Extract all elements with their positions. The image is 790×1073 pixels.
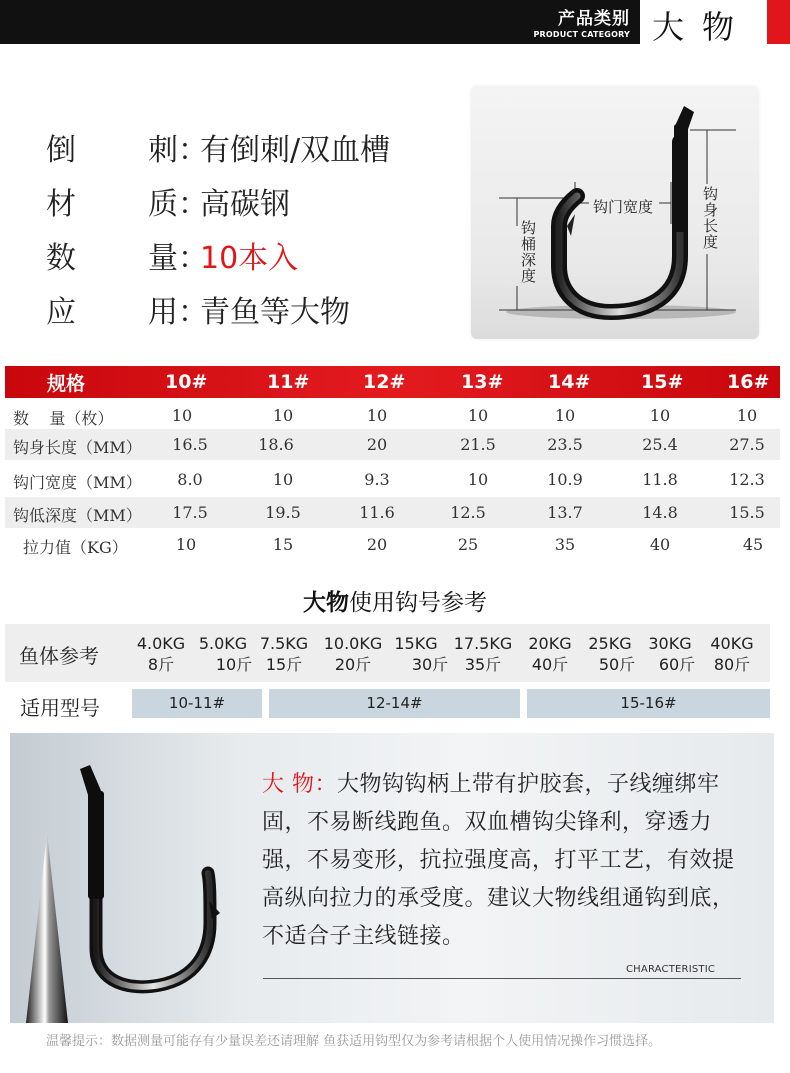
spec-row-label: 数 量（枚） — [13, 409, 114, 428]
fish-weight-cell: 20KG 40斤 — [528, 634, 572, 674]
spec-row-gap-width — [5, 464, 780, 495]
spec-row-quantity — [5, 400, 780, 431]
characteristic-panel — [10, 733, 774, 1023]
spec-table-header — [5, 366, 780, 398]
spec-cell: 11.8 — [642, 470, 678, 489]
fish-weight-cell: 10.0KG 20斤 — [323, 634, 383, 674]
property-value: 有倒刺/双血槽 — [200, 133, 391, 168]
spec-row-tensile — [5, 529, 780, 560]
characteristic-divider — [263, 978, 741, 979]
property-key: 材 质 — [46, 187, 178, 222]
spec-cell: 10 — [171, 406, 193, 425]
spec-cell: 19.5 — [265, 503, 301, 522]
spec-row-shank-length — [5, 429, 780, 460]
property-usage: 应 用 ： 青鱼等大物 — [46, 282, 390, 336]
spec-cell: 14.8 — [642, 503, 678, 522]
spec-cell: 15.5 — [729, 503, 765, 522]
gap-width-label: 钩门宽度 — [593, 198, 654, 216]
spec-cell: 10 — [554, 406, 576, 425]
shank-length-label: 钩身长度 — [701, 186, 719, 250]
fish-weight-cell: 17.5KG 35斤 — [453, 634, 513, 674]
category-cn: 产品类别 — [558, 9, 630, 29]
spec-cell: 17.5 — [172, 503, 208, 522]
fish-weight-cell: 40KG 80斤 — [710, 634, 754, 674]
property-barb: 倒 刺 ： 有倒刺/双血槽 — [46, 120, 390, 174]
spec-row-label: 钩身长度（MM） — [13, 438, 142, 457]
fish-weight-cell: 7.5KG 15斤 — [259, 634, 309, 674]
footer-note: 温馨提示：数据测量可能存有少量误差还请理解 鱼获适用钩型仅为参考请根据个人使用情况操作习惯选择。 — [46, 1034, 662, 1049]
spec-cell: 25 — [457, 535, 479, 554]
property-key: 应 用 — [46, 295, 178, 330]
property-value: 10本入 — [200, 241, 299, 276]
spec-cell: 45 — [742, 535, 764, 554]
usage-title — [0, 584, 790, 617]
category-label — [533, 4, 630, 39]
spec-cell: 10 — [175, 535, 197, 554]
product-properties — [46, 120, 390, 336]
page-title: 大物 — [652, 8, 753, 46]
spec-cell: 12.5 — [450, 503, 486, 522]
spec-header-label: 规格 — [47, 372, 86, 395]
bend-depth-label: 钩桶深度 — [519, 220, 537, 284]
size-header: 13# — [461, 371, 504, 393]
fit-model-label: 适用型号 — [20, 696, 100, 720]
spec-cell: 11.6 — [359, 503, 395, 522]
fish-weight-cell: 30KG 60斤 — [648, 634, 696, 674]
hook-product-image — [10, 733, 260, 1023]
fish-weight-cell: 4.0KG 8斤 — [136, 634, 186, 674]
size-header: 12# — [363, 371, 406, 393]
header-accent-bar — [767, 0, 790, 44]
spec-cell: 20 — [366, 435, 388, 454]
fish-weight-cell: 5.0KG 10斤 — [198, 634, 253, 674]
spec-cell: 10 — [467, 406, 489, 425]
fish-weight-cell: 15KG 30斤 — [394, 634, 449, 674]
spec-cell: 18.6 — [258, 435, 294, 454]
characteristic-en-label: CHARACTERISTIC — [626, 964, 716, 975]
spec-cell: 40 — [649, 535, 671, 554]
category-en: PRODUCT CATEGORY — [533, 30, 630, 39]
fish-weight-row — [5, 624, 770, 682]
size-header: 10# — [165, 371, 208, 393]
fish-reference-label: 鱼体参考 — [19, 644, 99, 668]
spec-cell: 10 — [366, 406, 388, 425]
size-header: 11# — [267, 371, 310, 393]
usage-title-bold: 大物 — [303, 590, 349, 616]
hook-dimension-diagram — [471, 86, 759, 339]
spec-row-label: 钩低深度（MM） — [13, 506, 142, 525]
spec-cell: 10 — [272, 470, 294, 489]
usage-title-rest: 使用钩号参考 — [349, 590, 487, 616]
spec-cell: 10.9 — [547, 470, 583, 489]
spec-row-bend-depth — [5, 497, 780, 528]
spec-cell: 35 — [554, 535, 576, 554]
characteristic-label: 大 物： — [262, 772, 337, 797]
property-key: 数 量 — [46, 241, 178, 276]
characteristic-description: 大物钩钩柄上带有护胶套，子线缠绑牢固，不易断线跑鱼。双血槽钩尖锋利，穿透力强，不易变形，抗拉强度高，打平工艺，有效提高纵向拉力的承受度。建议大物线组通钩到底，不适合子主线链接。 — [262, 772, 735, 949]
spec-cell: 20 — [366, 535, 388, 554]
spec-cell: 23.5 — [547, 435, 583, 454]
spec-cell: 10 — [467, 470, 489, 489]
spec-cell: 27.5 — [729, 435, 765, 454]
spec-cell: 16.5 — [172, 435, 208, 454]
spec-cell: 8.0 — [177, 470, 203, 489]
spec-cell: 9.3 — [364, 470, 390, 489]
property-value: 高碳钢 — [200, 187, 290, 222]
fit-range-10-11: 10-11# — [132, 689, 262, 718]
header-bar — [0, 0, 790, 44]
spec-cell: 21.5 — [460, 435, 496, 454]
property-material: 材 质 ： 高碳钢 — [46, 174, 390, 228]
spec-row-label: 拉力值（KG） — [23, 538, 128, 557]
property-key: 倒 刺 — [46, 133, 178, 168]
spec-cell: 10 — [736, 406, 758, 425]
spec-cell: 10 — [272, 406, 294, 425]
spec-row-label: 钩门宽度（MM） — [13, 473, 142, 492]
fit-range-15-16: 15-16# — [527, 689, 770, 718]
size-header: 14# — [548, 371, 591, 393]
characteristic-text — [262, 766, 750, 956]
size-header: 15# — [641, 371, 684, 393]
spec-cell: 25.4 — [642, 435, 678, 454]
fit-range-12-14: 12-14# — [269, 689, 520, 718]
spec-cell: 10 — [649, 406, 671, 425]
spec-cell: 12.3 — [729, 470, 765, 489]
spec-cell: 13.7 — [547, 503, 583, 522]
property-quantity: 数 量 ： 10本入 — [46, 228, 390, 282]
size-header: 16# — [727, 371, 770, 393]
spec-cell: 15 — [272, 535, 294, 554]
fish-weight-cell: 25KG 50斤 — [588, 634, 636, 674]
property-value: 青鱼等大物 — [200, 295, 350, 330]
